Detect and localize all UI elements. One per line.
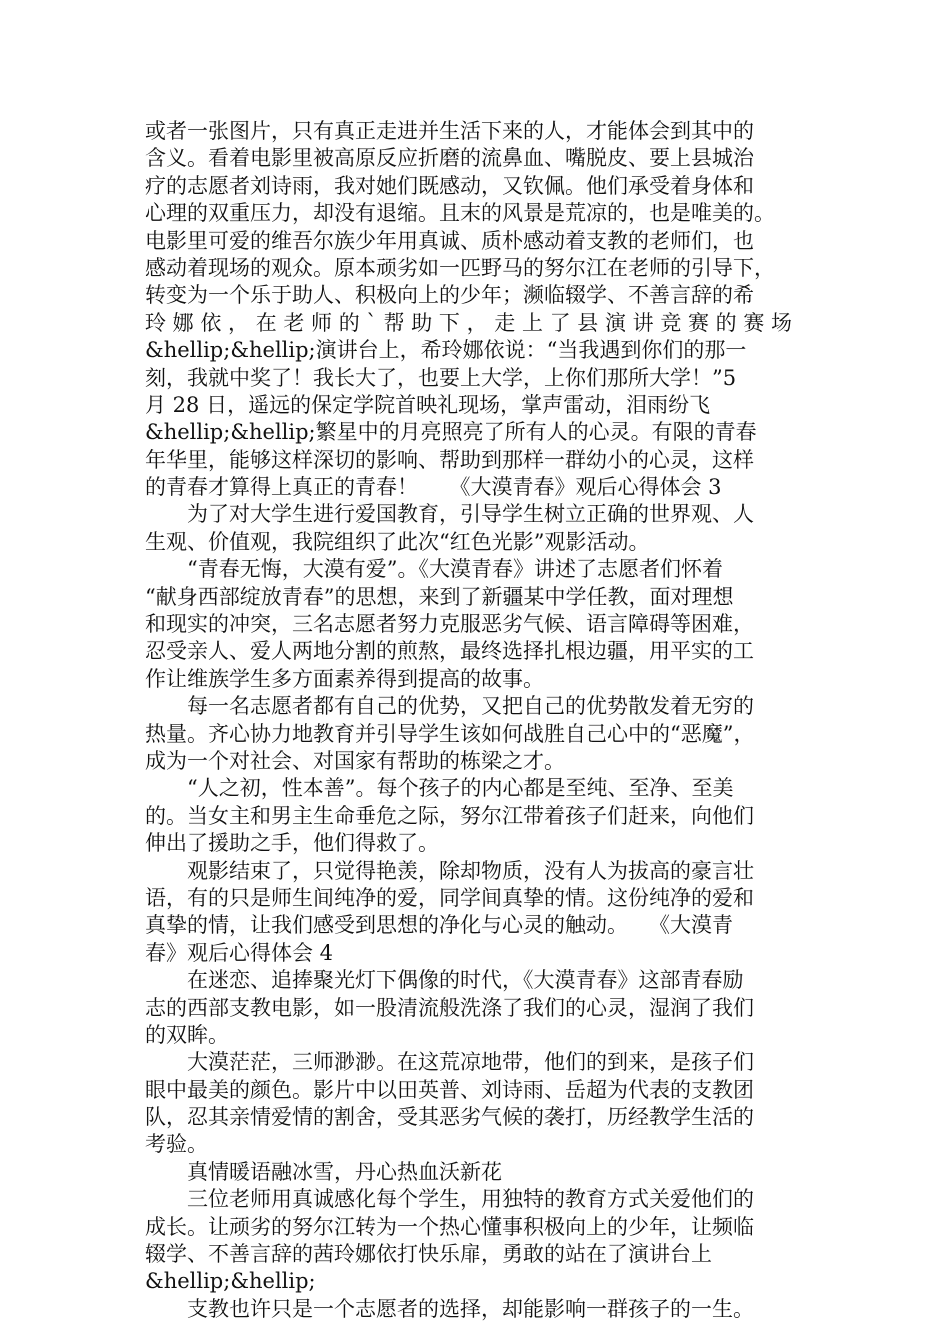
text-line: &hellip;&hellip;演讲台上，希玲娜依说：“当我遇到你们的那一 bbox=[145, 338, 747, 363]
text-line: 含义。看着电影里被高原反应折磨的流鼻血、嘴脱皮、要上县城治 bbox=[145, 146, 754, 171]
text-line: 心理的双重压力，却没有退缩。且末的风景是荒凉的，也是唯美的。 bbox=[145, 201, 775, 226]
text-line: “人之初，性本善”。每个孩子的内心都是至纯、至净、至美 bbox=[145, 776, 734, 801]
text-line: 每一名志愿者都有自己的优势，又把自己的优势散发着无穷的 bbox=[145, 694, 754, 719]
text-line: 考验。 bbox=[145, 1132, 208, 1157]
text-line: 感动着现场的观众。原本顽劣如一匹野马的努尔江在老师的引导下， bbox=[145, 255, 775, 280]
document-body bbox=[145, 118, 815, 1323]
text-line: 和现实的冲突，三名志愿者努力克服恶劣气候、语言障碍等困难， bbox=[145, 612, 754, 637]
text-line: 生观、价值观，我院组织了此次“红色光影”观影活动。 bbox=[145, 529, 650, 554]
text-line: 辍学、不善言辞的茜玲娜依打快乐扉，勇敢的站在了演讲台上 bbox=[145, 1242, 712, 1267]
text-line: 玲 娜 依 ， 在 老 师 的 ` 帮 助 下 ， 走 上 了 县 演 讲 竞 赛 的 赛 场 bbox=[145, 310, 793, 335]
text-line: 疗的志愿者刘诗雨，我对她们既感动，又钦佩。他们承受着身体和 bbox=[145, 173, 754, 198]
text-line: 语，有的只是师生间纯净的爱，同学间真挚的情。这份纯净的爱和 bbox=[145, 885, 754, 910]
text-line: 转变为一个乐于助人、积极向上的少年；濒临辍学、不善言辞的希 bbox=[145, 283, 754, 308]
text-line: 月 28 日，遥远的保定学院首映礼现场，掌声雷动，泪雨纷飞 bbox=[145, 392, 711, 417]
text-line: 志的西部支教电影，如一股清流般洗涤了我们的心灵，湿润了我们 bbox=[145, 995, 754, 1020]
text-line: 队，忍其亲情爱情的割舍，受其恶劣气候的袭打，历经教学生活的 bbox=[145, 1105, 754, 1130]
text-line: 刻，我就中奖了！我长大了，也要上大学，上你们那所大学！”5 bbox=[145, 365, 737, 390]
text-line: 电影里可爱的维吾尔族少年用真诚、质朴感动着支教的老师们，也 bbox=[145, 228, 754, 253]
text-line: 作让维族学生多方面素养得到提高的故事。 bbox=[145, 666, 544, 691]
text-line: 观影结束了，只觉得艳羡，除却物质，没有人为拔高的豪言壮 bbox=[145, 858, 754, 883]
text-line: 成长。让顽劣的努尔江转为一个热心懂事积极向上的少年，让频临 bbox=[145, 1214, 754, 1239]
text-line: 的。当女主和男主生命垂危之际，努尔江带着孩子们赶来，向他们 bbox=[145, 803, 754, 828]
text-line: 或者一张图片，只有真正走进并生活下来的人，才能体会到其中的 bbox=[145, 119, 754, 143]
text-line: 真挚的情，让我们感受到思想的净化与心灵的触动。 《大漠青 bbox=[145, 913, 733, 938]
text-line: 的青春才算得上真正的青春！ 《大漠青春》观后心得体会 3 bbox=[145, 475, 722, 500]
text-line: &hellip;&hellip;繁星中的月亮照亮了所有人的心灵。有限的青春 bbox=[145, 420, 757, 445]
text-line: 在迷恋、追捧聚光灯下偶像的时代，《大漠青春》这部青春励 bbox=[145, 968, 744, 993]
text-line: 大漠茫茫，三师渺渺。在这荒凉地带，他们的到来，是孩子们 bbox=[145, 1050, 754, 1075]
text-line: 真情暖语融冰雪，丹心热血沃新花 bbox=[145, 1159, 502, 1184]
text-line: 热量。齐心协力地教育并引导学生该如何战胜自己心中的“恶魔”， bbox=[145, 721, 755, 746]
text-line: 的双眸。 bbox=[145, 1022, 229, 1047]
text-line: “献身西部绽放青春”的思想，来到了新疆某中学任教，面对理想 bbox=[145, 584, 734, 609]
text-line: 忍受亲人、爱人两地分割的煎熬，最终选择扎根边疆，用平实的工 bbox=[145, 639, 754, 664]
text-line: 支教也许只是一个志愿者的选择，却能影响一群孩子的一生。 bbox=[145, 1296, 754, 1321]
text-line: &hellip;&hellip; bbox=[145, 1269, 316, 1294]
text-line: 伸出了援助之手，他们得救了。 bbox=[145, 831, 439, 856]
text-line: 年华里，能够这样深切的影响、帮助到那样一群幼小的心灵，这样 bbox=[145, 447, 754, 472]
text-line: 三位老师用真诚感化每个学生，用独特的教育方式关爱他们的 bbox=[145, 1187, 754, 1212]
text-line: 春》观后心得体会 4 bbox=[145, 940, 334, 965]
text-line: 眼中最美的颜色。影片中以田英普、刘诗雨、岳超为代表的支教团 bbox=[145, 1077, 754, 1102]
text-line: 为了对大学生进行爱国教育，引导学生树立正确的世界观、人 bbox=[145, 502, 754, 527]
text-line: 成为一个对社会、对国家有帮助的栋梁之才。 bbox=[145, 748, 565, 773]
text-line: “青春无悔，大漠有爱”。《大漠青春》讲述了志愿者们怀着 bbox=[145, 557, 723, 582]
